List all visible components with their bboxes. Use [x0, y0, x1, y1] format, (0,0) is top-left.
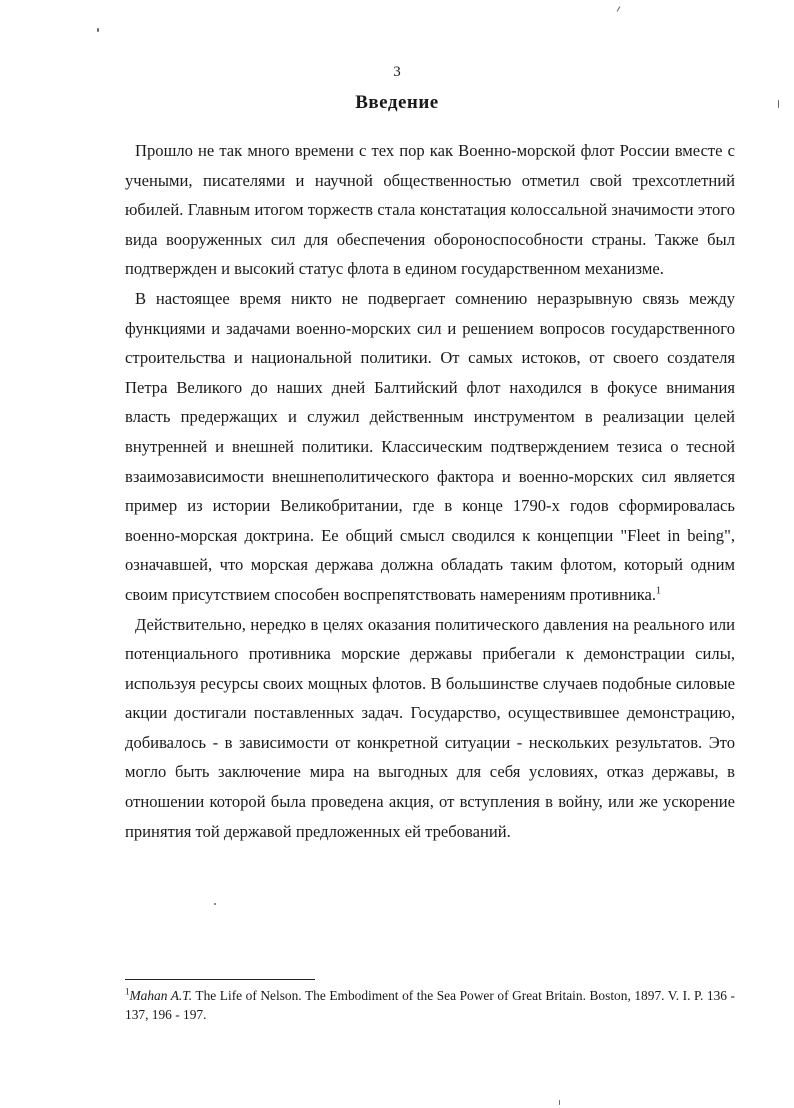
- page-number: 3: [393, 64, 401, 80]
- paragraph-3: [125, 610, 735, 847]
- paragraph-1: [125, 136, 735, 284]
- footnote-divider: [125, 979, 315, 980]
- footnote: [125, 986, 735, 1024]
- scan-speck: [778, 100, 779, 108]
- page-title: Введение: [355, 92, 439, 113]
- paragraph-3-text: Действительно, нередко в целях оказания политического давления на реального или потенциального противника морские державы прибегали к демонстрации силы, используя ресурсы своих мощных флотов. В большинстве случаев подобные силовые акции достигали поставленных задач. Государство, осуществившее демонстрацию, добивалось - в зависимости от конкретной ситуации - нескольких результатов. Это могло быть заключение мира на выгодных для себя условиях, отказ державы, в отношении которой была проведена акция, от вступления в войну, или же ускорение принятия той державой предложенных ей требований.: [125, 614, 735, 841]
- footnote-reference[interactable]: 1: [656, 585, 662, 597]
- footnote-mark: 1: [125, 986, 130, 997]
- footnote-text: The Life of Nelson. The Embodiment of the Sea Power of Great Britain. Boston, 1897. V. I. P. 136 - 137, 196 - 197.: [125, 988, 735, 1022]
- scan-speck: [559, 1100, 560, 1105]
- scan-speck: [214, 903, 216, 905]
- paragraph-1-text: Прошло не так много времени с тех пор как Военно-морской флот России вместе с учеными, писателями и научной общественностью отметил свой трехсотлетний юбилей. Главным итогом торжеств стала констатация колоссальной значимости этого вида вооруженных сил для обеспечения обороноспособности страны. Также был подтвержден и высокий статус флота в едином государственном механизме.: [125, 141, 735, 279]
- paragraph-2: [125, 284, 735, 610]
- body-text: [125, 136, 735, 846]
- paragraph-2-text: В настоящее время никто не подвергает сомнению неразрывную связь между функциями и задачами военно-морских сил и решением вопросов государственного строительства и национальной политики. От самых истоков, от своего создателя Петра Великого до наших дней Балтийский флот находился в фокусе внимания власть предержащих и служил действенным инструментом в реализации целей внутренней и внешней политики. Классическим подтверждением тезиса о тесной взаимозависимости внешнеполитического фактора и военно-морских сил является пример из истории Великобритании, где в конце 1790-х годов сформировалась военно-морская доктрина. Ее общий смысл сводился к концепции "Fleet in being", означавшей, что морская держава должна обладать таким флотом, который одним своим присутствием способен воспрепятствовать намерениям противника.: [125, 288, 735, 604]
- scan-speck: [97, 28, 99, 32]
- footnote-author: Mahan A.T.: [129, 988, 193, 1003]
- scan-speck: [617, 6, 621, 12]
